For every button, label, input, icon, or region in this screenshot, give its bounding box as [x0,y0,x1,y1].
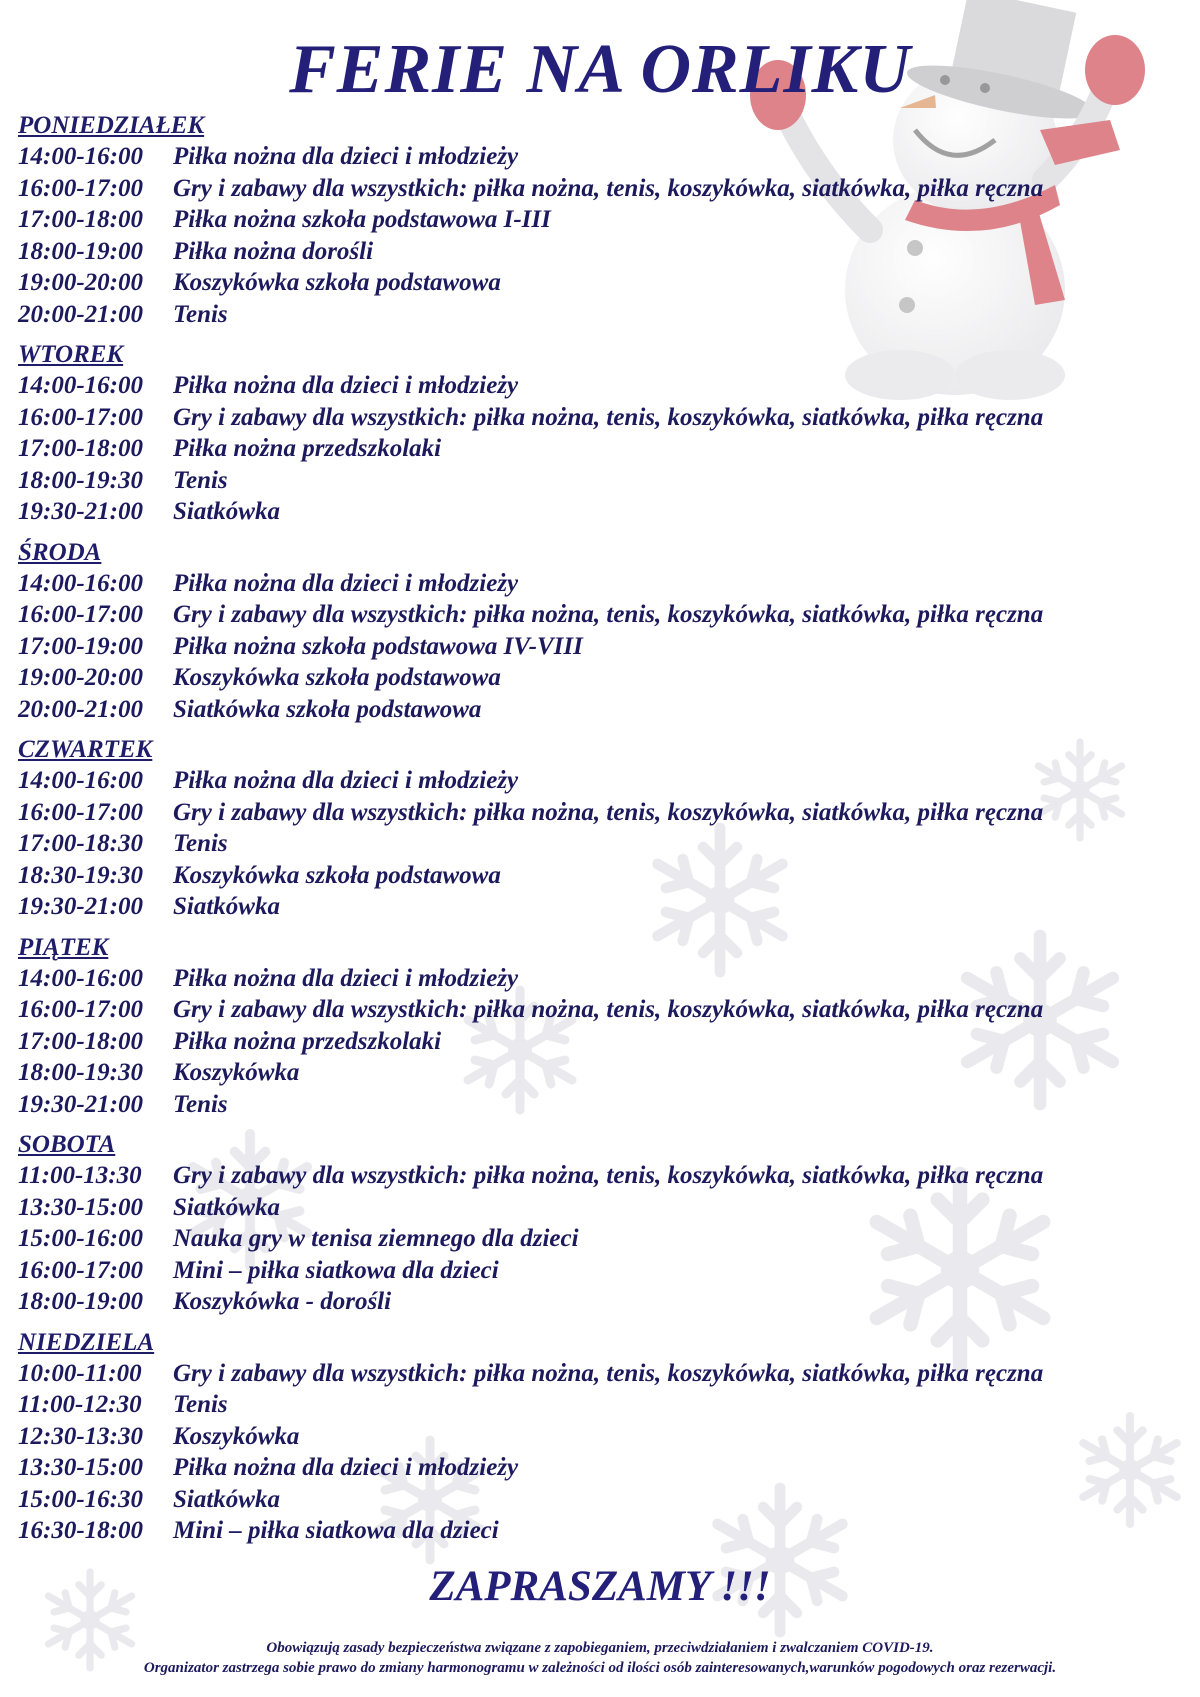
activity: Koszykówka szkoła podstawowa [173,861,501,889]
schedule-row [18,1484,1188,1516]
time-range: 16:00-17:00 [18,601,143,628]
time-range: 20:00-21:00 [18,300,143,328]
activity: Piłka nożna dla dzieci i młodzieży [173,1454,519,1481]
activity: Tenis [173,300,228,328]
time-range: 19:30-21:00 [18,498,143,525]
activity: Koszykówka [173,1422,300,1450]
day-heading: PONIEDZIAŁEK [18,112,205,139]
activity: Piłka nożna przedszkolaki [173,1027,442,1055]
schedule-row [18,1192,1188,1224]
schedule-row [18,1057,1188,1089]
schedule-row [18,1160,1188,1192]
time-range: 17:00-18:30 [18,830,143,857]
activity: Piłka nożna szkoła podstawowa I-III [173,206,551,233]
day-heading: PIĄTEK [18,933,109,961]
time-range: 14:00-16:00 [18,372,143,399]
activity: Koszykówka [173,1059,300,1086]
time-range: 19:30-21:00 [18,1090,143,1118]
schedule-row [18,370,1188,402]
time-range: 15:00-16:30 [18,1485,143,1513]
activity: Tenis [173,830,228,857]
activity: Gry i zabawy dla wszystkich: piłka nożna, tenis, koszykówka, siatkówka, piłka ręczna [173,403,1044,431]
activity: Gry i zabawy dla wszystkich: piłka nożna, tenis, koszykówka, siatkówka, piłka ręczna [173,798,1044,826]
activity: Mini – piłka siatkowa dla dzieci [173,1517,499,1544]
time-range: 17:00-19:00 [18,632,143,660]
schedule-row [18,465,1188,497]
covid-note: Obowiązują zasady bezpieczeństwa związane z zapobieganiem, przeciwdziałaniem i zwalczaniem COVID-19. [266,1640,934,1656]
time-range: 19:00-20:00 [18,664,143,691]
schedule-row [18,994,1188,1026]
activity: Gry i zabawy dla wszystkich: piłka nożna, tenis, koszykówka, siatkówka, piłka ręczna [173,601,1044,628]
activity: Piłka nożna dorośli [173,237,374,265]
activity: Koszykówka szkoła podstawowa [173,269,501,296]
time-range: 19:30-21:00 [18,893,143,920]
time-range: 16:00-17:00 [18,174,143,202]
activity: Piłka nożna szkoła podstawowa IV-VIII [173,632,583,660]
time-range: 10:00-11:00 [18,1359,142,1387]
schedule-row [18,765,1188,797]
schedule-row [18,891,1188,923]
schedule-row [18,662,1188,694]
activity: Tenis [173,1090,228,1118]
schedule-row [18,631,1188,663]
time-range: 14:00-16:00 [18,767,143,794]
day-heading: WTOREK [18,341,124,368]
activity: Piłka nożna dla dzieci i młodzieży [173,767,519,794]
activity: Gry i zabawy dla wszystkich: piłka nożna, tenis, koszykówka, siatkówka, piłka ręczna [173,1162,1044,1189]
day-heading: ŚRODA [18,538,102,566]
time-range: 13:30-15:00 [18,1193,143,1221]
time-range: 19:00-20:00 [18,269,143,296]
activity: Nauka gry w tenisa ziemnego dla dzieci [173,1225,579,1252]
activity: Piłka nożna dla dzieci i młodzieży [173,569,519,597]
schedule-row [18,173,1188,205]
closing-text: ZAPRASZAMY !!! [429,1563,771,1610]
time-range: 16:00-17:00 [18,1256,143,1284]
activity: Piłka nożna przedszkolaki [173,435,442,462]
schedule-row [18,433,1188,465]
time-range: 11:00-12:30 [18,1391,142,1418]
activity: Tenis [173,466,228,494]
schedule-row [18,828,1188,860]
day-section [18,110,1188,330]
schedule-row [18,599,1188,631]
time-range: 13:30-15:00 [18,1454,143,1481]
schedule-row [18,1452,1188,1484]
activity: Siatkówka szkoła podstawowa [173,695,482,723]
time-range: 18:00-19:30 [18,466,143,494]
day-section [18,932,1188,1121]
schedule-row [18,1255,1188,1287]
time-range: 16:30-18:00 [18,1517,143,1544]
day-section [18,734,1188,923]
activity: Koszykówka - dorośli [173,1288,392,1315]
footer-notes [0,1638,1200,1678]
time-range: 16:00-17:00 [18,403,143,431]
time-range: 17:00-18:00 [18,1027,143,1055]
activity: Siatkówka [173,893,280,920]
schedule-row [18,1089,1188,1121]
schedule-row [18,694,1188,726]
schedule-row [18,299,1188,331]
schedule-row [18,1358,1188,1390]
time-range: 16:00-17:00 [18,798,143,826]
page-title: FERIE NA ORLIKU [289,31,911,108]
schedule-row [18,496,1188,528]
time-range: 18:00-19:00 [18,1288,143,1315]
activity: Piłka nożna dla dzieci i młodzieży [173,372,519,399]
time-range: 11:00-13:30 [18,1162,142,1189]
activity: Siatkówka [173,1193,280,1221]
time-range: 18:30-19:30 [18,861,143,889]
time-range: 18:00-19:30 [18,1059,143,1086]
time-range: 20:00-21:00 [18,695,143,723]
activity: Siatkówka [173,1485,280,1513]
schedule-row [18,1223,1188,1255]
activity: Gry i zabawy dla wszystkich: piłka nożna, tenis, koszykówka, siatkówka, piłka ręczna [173,1359,1044,1387]
schedule-row [18,963,1188,995]
day-heading: CZWARTEK [18,736,153,763]
activity: Gry i zabawy dla wszystkich: piłka nożna, tenis, koszykówka, siatkówka, piłka ręczna [173,174,1044,202]
time-range: 17:00-18:00 [18,435,143,462]
schedule-row [18,1286,1188,1318]
schedule-row [18,204,1188,236]
time-range: 16:00-17:00 [18,996,143,1023]
activity: Mini – piłka siatkowa dla dzieci [173,1256,499,1284]
time-range: 14:00-16:00 [18,569,143,597]
schedule-row [18,236,1188,268]
time-range: 14:00-16:00 [18,964,143,992]
day-section [18,1129,1188,1318]
schedule [18,110,1188,1547]
schedule-change-note: Organizator zastrzega sobie prawo do zmiany harmonogramu w zależności od ilości osób zainteresowanych,warunków pogodowych oraz rezerwacji. [143,1660,1057,1676]
schedule-row [18,1421,1188,1453]
schedule-row [18,267,1188,299]
schedule-row [18,1026,1188,1058]
time-range: 14:00-16:00 [18,143,143,170]
day-section [18,339,1188,528]
activity: Koszykówka szkoła podstawowa [173,664,501,691]
day-section [18,1327,1188,1547]
schedule-row [18,402,1188,434]
schedule-row [18,860,1188,892]
schedule-row [18,1389,1188,1421]
activity: Siatkówka [173,498,280,525]
schedule-row [18,141,1188,173]
time-range: 12:30-13:30 [18,1422,143,1450]
day-section [18,537,1188,726]
schedule-row [18,797,1188,829]
activity: Tenis [173,1391,228,1418]
time-range: 17:00-18:00 [18,206,143,233]
day-heading: NIEDZIELA [18,1328,155,1356]
activity: Gry i zabawy dla wszystkich: piłka nożna, tenis, koszykówka, siatkówka, piłka ręczna [173,996,1044,1023]
schedule-row [18,1515,1188,1547]
day-heading: SOBOTA [18,1131,116,1158]
time-range: 18:00-19:00 [18,237,143,265]
schedule-row [18,568,1188,600]
time-range: 15:00-16:00 [18,1225,143,1252]
activity: Piłka nożna dla dzieci i młodzieży [173,964,519,992]
activity: Piłka nożna dla dzieci i młodzieży [173,143,519,170]
